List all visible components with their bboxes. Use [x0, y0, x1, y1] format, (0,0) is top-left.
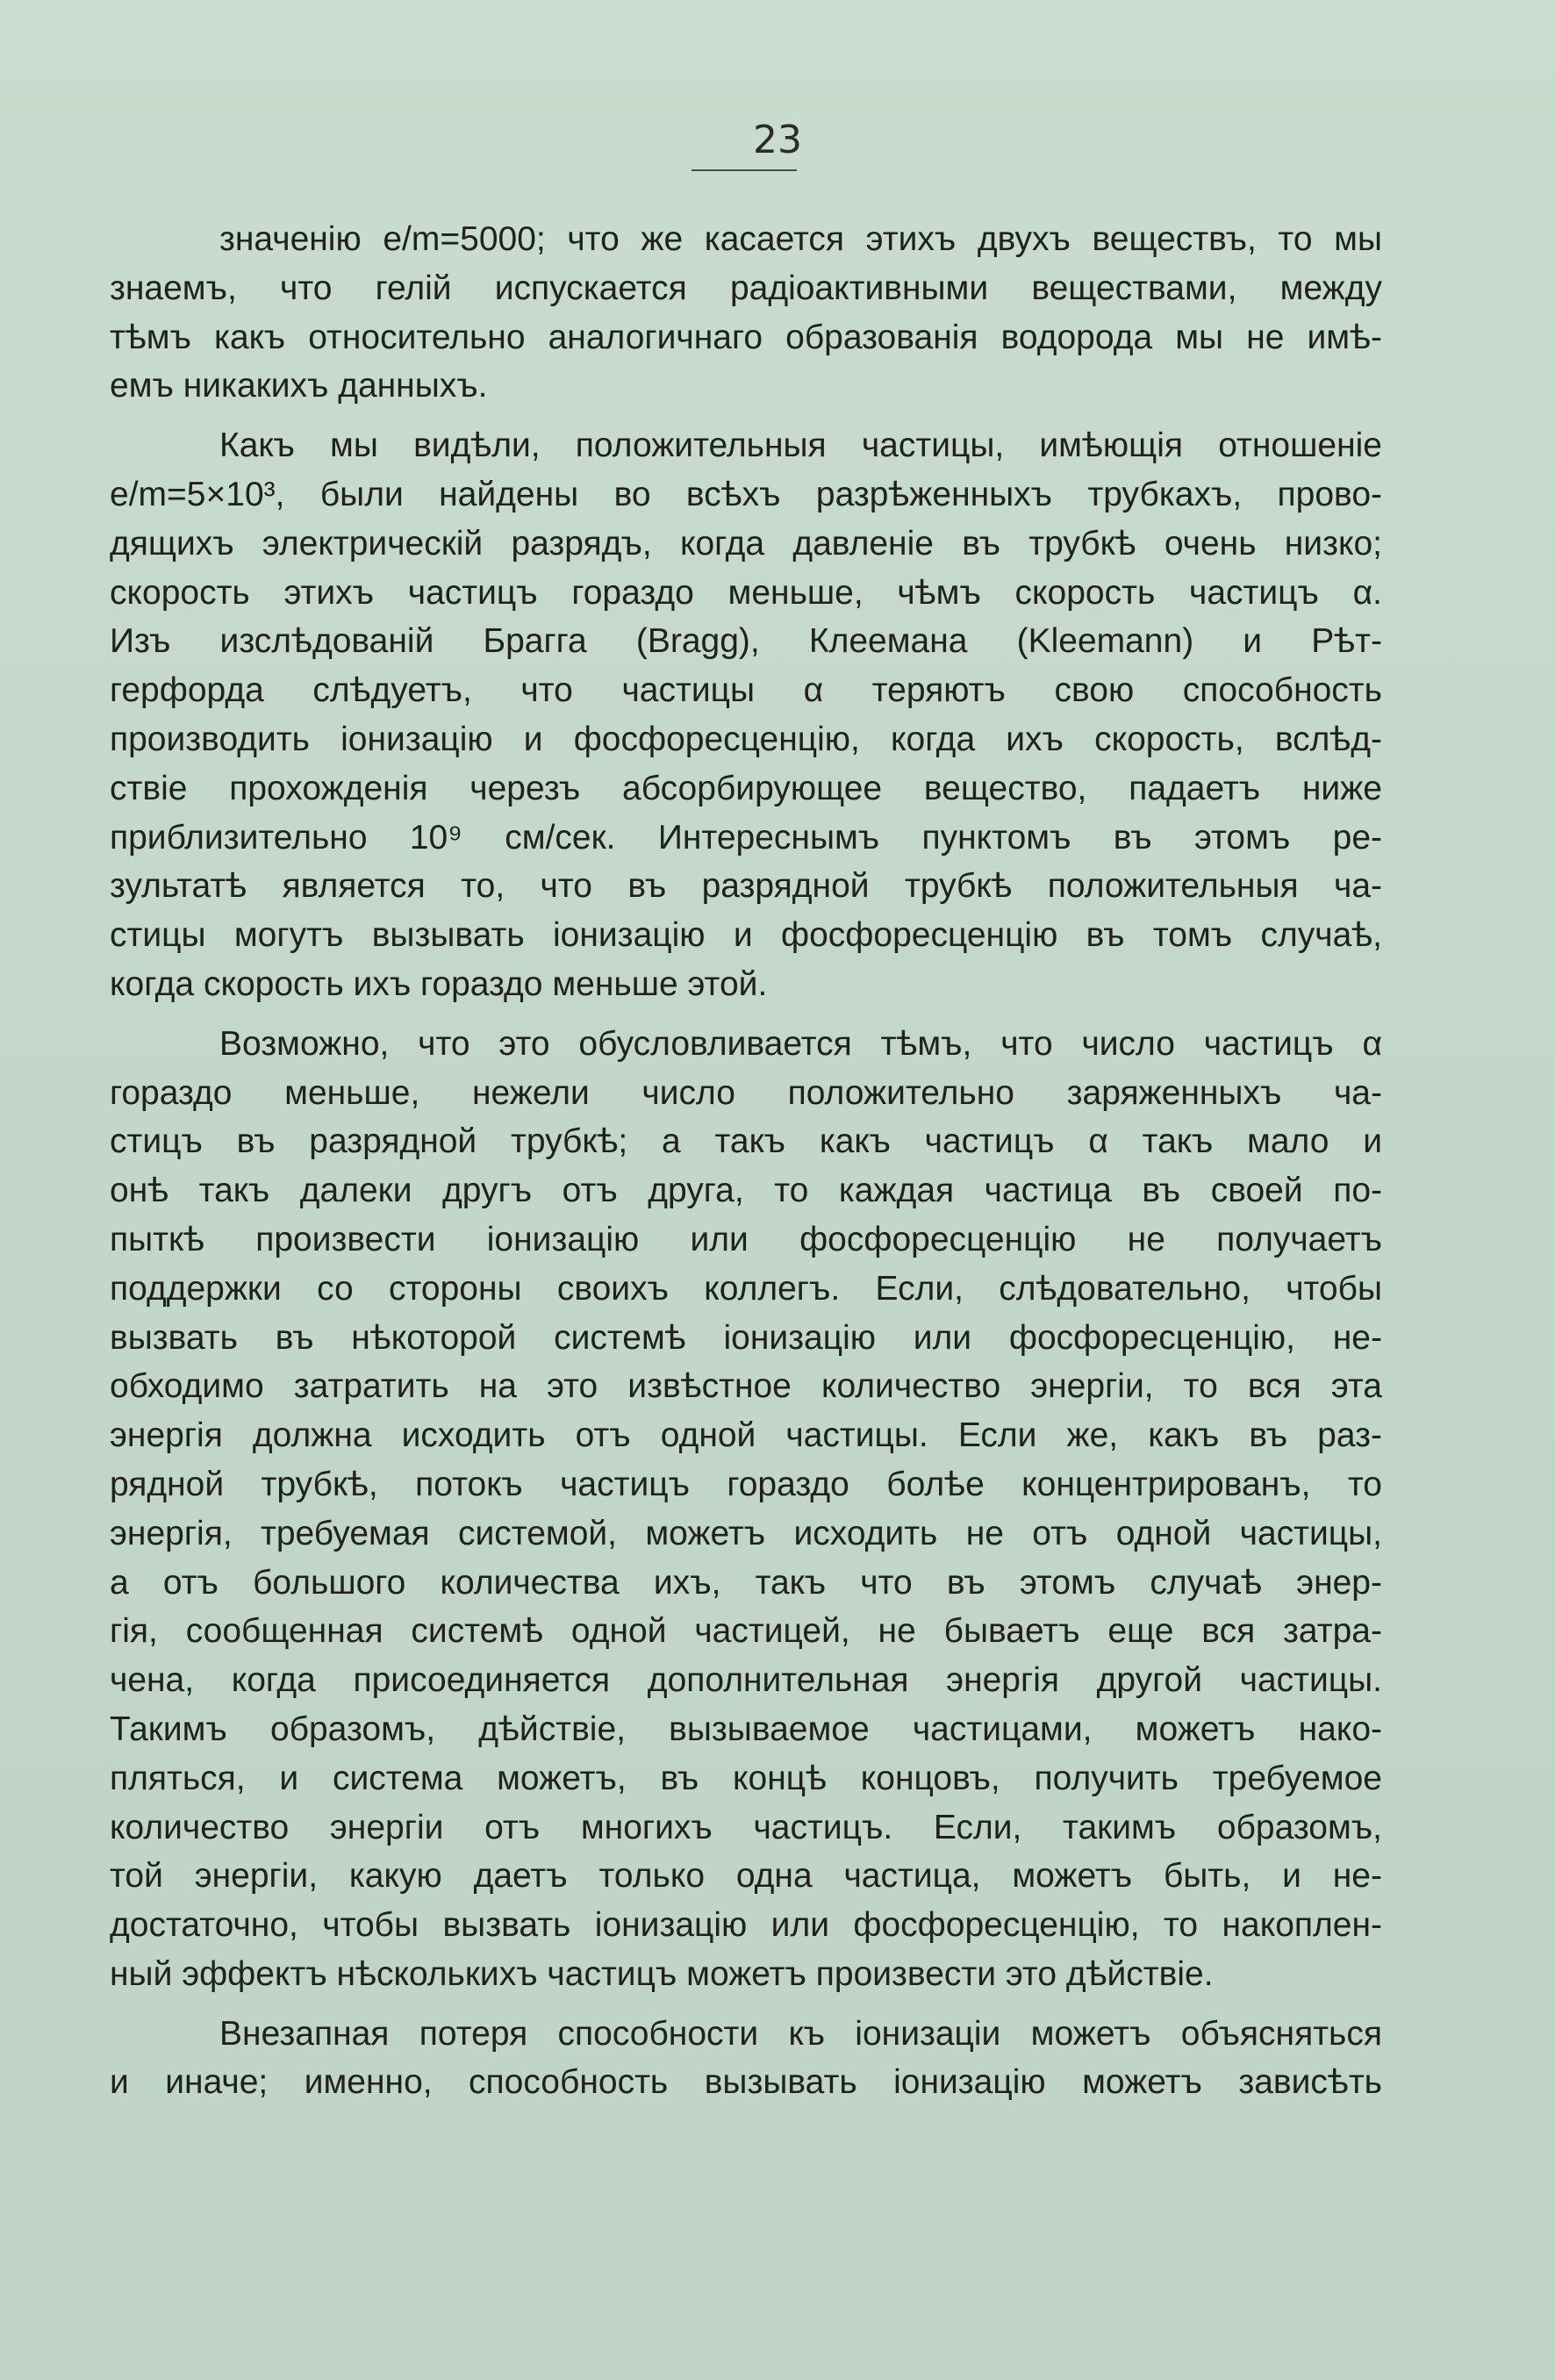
text-line: тѣмъ какъ относительно аналогичнаго образованія водорода мы не имѣ-	[110, 318, 1382, 356]
page-number-rule	[692, 169, 797, 171]
text-line: той энергіи, какую даетъ только одна частица, можетъ быть, и не-	[110, 1857, 1382, 1896]
text-line: емъ никакихъ данныхъ.	[110, 367, 488, 405]
body-text	[110, 215, 1382, 2107]
text-line: герфорда слѣдуетъ, что частицы α теряютъ свою способность	[110, 671, 1382, 710]
text-line: Внезапная потеря способности къ іонизаціи можетъ объясняться	[219, 2014, 1382, 2053]
text-line: ный эффектъ нѣсколькихъ частицъ можетъ произвести это дѣйствіе.	[110, 1954, 1214, 1993]
text-line: энергія должна исходить отъ одной частицы. Если же, какъ въ раз-	[110, 1416, 1382, 1455]
text-line: энергія, требуемая системой, можетъ исходить не отъ одной частицы,	[110, 1514, 1382, 1552]
text-line: Возможно, что это обусловливается тѣмъ, что число частицъ α	[219, 1024, 1382, 1063]
text-line: производить іонизацію и фосфоресценцію, когда ихъ скорость, вслѣд-	[110, 720, 1382, 758]
text-line: скорость этихъ частицъ гораздо меньше, чѣмъ скорость частицъ α.	[110, 573, 1382, 612]
text-line: пляться, и система можетъ, въ концѣ концовъ, получить требуемое	[110, 1759, 1382, 1797]
paragraph-1	[110, 215, 1382, 411]
text-line: e/m=5×10³, были найдены во всѣхъ разрѣженныхъ трубкахъ, прово-	[110, 475, 1382, 513]
text-line: стицъ въ разрядной трубкѣ; а такъ какъ частицъ α такъ мало и	[110, 1122, 1382, 1161]
text-line: Изъ изслѣдованій Брагга (Bragg), Клеемана (Kleemann) и Рѣт-	[110, 622, 1382, 661]
text-line: количество энергіи отъ многихъ частицъ. Если, такимъ образомъ,	[110, 1808, 1382, 1846]
text-line: значенію e/m=5000; что же касается этихъ двухъ веществъ, то мы	[219, 220, 1382, 258]
text-line: знаемъ, что гелій испускается радіоактивными веществами, между	[110, 269, 1382, 307]
text-line: ствіе прохожденія черезъ абсорбирующее вещество, падаетъ ниже	[110, 769, 1382, 807]
text-line: дящихъ электрическій разрядъ, когда давленіе въ трубкѣ очень низко;	[110, 524, 1382, 563]
text-line: рядной трубкѣ, потокъ частицъ гораздо болѣе концентрированъ, то	[110, 1465, 1382, 1503]
text-line: онѣ такъ далеки другъ отъ друга, то каждая частица въ своей по-	[110, 1172, 1382, 1210]
text-line: Какъ мы видѣли, положительныя частицы, имѣющія отношеніе	[219, 427, 1382, 465]
text-line: гораздо меньше, нежели число положительно заряженныхъ ча-	[110, 1073, 1382, 1112]
text-line: гія, сообщенная системѣ одной частицей, не бываетъ еще вся затра-	[110, 1612, 1382, 1651]
paragraph-3	[110, 1020, 1382, 1999]
paragraph-4	[110, 2010, 1382, 2108]
text-line: достаточно, чтобы вызвать іонизацію или фосфоресценцію, то накоплен-	[110, 1906, 1382, 1945]
text-line: вызвать въ нѣкоторой системѣ іонизацію или фосфоресценцію, не-	[110, 1318, 1382, 1357]
text-line: пыткѣ произвести іонизацію или фосфоресценцію не получаетъ	[110, 1220, 1382, 1258]
text-line: приблизительно 10⁹ см/сек. Интереснымъ пунктомъ въ этомъ ре-	[110, 818, 1382, 857]
text-line: и иначе; именно, способность вызывать іонизацію можетъ зависѣть	[110, 2063, 1382, 2102]
text-line: а отъ большого количества ихъ, такъ что въ этомъ случаѣ энер-	[110, 1563, 1382, 1602]
text-line: поддержки со стороны своихъ коллегъ. Если, слѣдовательно, чтобы	[110, 1269, 1382, 1308]
page-number: 23	[753, 118, 802, 162]
text-line: стицы могутъ вызывать іонизацію и фосфоресценцію въ томъ случаѣ,	[110, 916, 1382, 955]
paragraph-2	[110, 421, 1382, 1009]
text-line: зультатѣ является то, что въ разрядной трубкѣ положительныя ча-	[110, 867, 1382, 906]
text-line: когда скорость ихъ гораздо меньше этой.	[110, 964, 768, 1003]
text-line: обходимо затратить на это извѣстное количество энергіи, то вся эта	[110, 1367, 1382, 1406]
text-line: чена, когда присоединяется дополнительная энергія другой частицы.	[110, 1661, 1382, 1700]
text-line: Такимъ образомъ, дѣйствіе, вызываемое частицами, можетъ нако-	[110, 1710, 1382, 1748]
